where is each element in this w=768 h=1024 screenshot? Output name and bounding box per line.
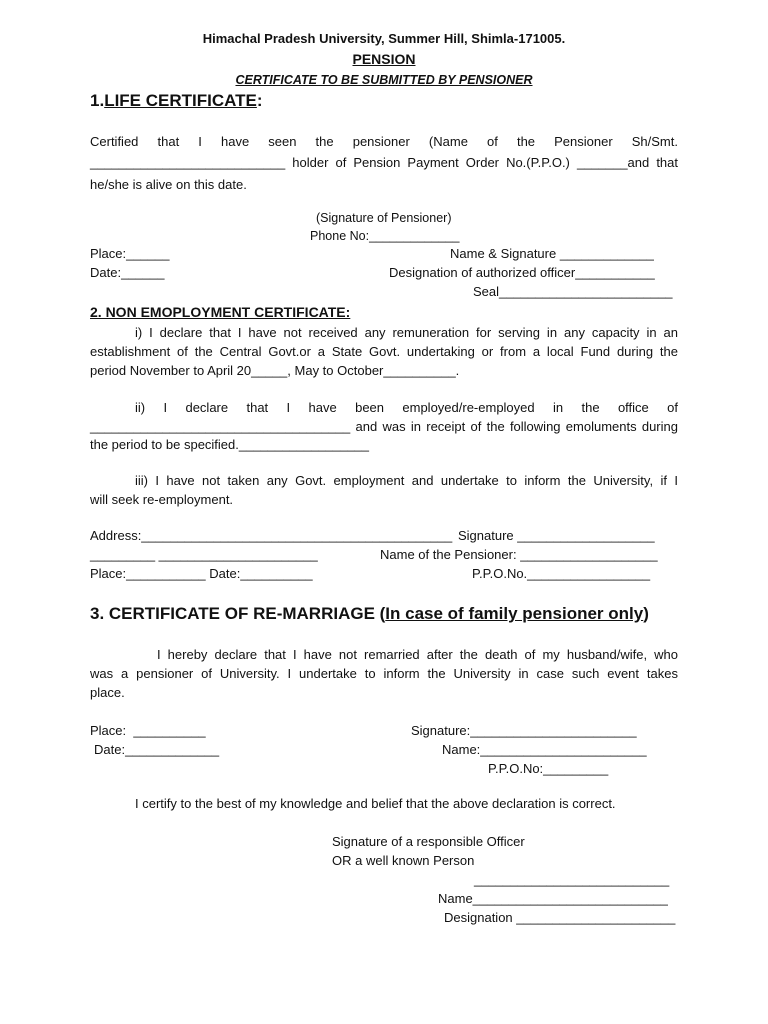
form-subtitle: CERTIFICATE TO BE SUBMITTED BY PENSIONER xyxy=(235,73,533,87)
non-employment-heading: 2. NON EMOPLOYMENT CERTIFICATE: xyxy=(90,304,351,320)
remarriage-heading-close: ) xyxy=(643,604,649,623)
officer-signature-blank: ___________________________ xyxy=(474,872,670,887)
life-date-field: Date:______ xyxy=(90,265,165,280)
decl-iii-line-1: iii) I have not taken any Govt. employment and undertake to inform the University, if I xyxy=(135,473,678,488)
name-signature-field: Name & Signature _____________ xyxy=(450,246,654,261)
remarriage-name-field: Name:_______________________ xyxy=(442,742,647,757)
officer-name-field: Name___________________________ xyxy=(438,891,668,906)
life-line-1: Certified that I have seen the pensioner (Name of the Pensioner Sh/Smt. xyxy=(90,134,678,149)
remarriage-heading-note: In case of family pensioner only xyxy=(385,604,644,623)
remarriage-ppo-field: P.P.O.No:_________ xyxy=(488,761,609,776)
decl-ii-line-3: the period to be specified.__________________ xyxy=(90,437,370,452)
decl-i-line-3: period November to April 20_____, May to October__________. xyxy=(90,363,460,378)
heading-colon: : xyxy=(256,91,263,110)
address-line-2: _________ ______________________ xyxy=(90,547,318,562)
phone-no-field: Phone No:_____________ xyxy=(310,229,460,243)
certify-statement: I certify to the best of my knowledge and belief that the above declaration is correct. xyxy=(135,796,616,811)
remarriage-line-2: was a pensioner of University. I undertake to inform the University in case such event takes xyxy=(90,666,678,681)
pension-title: PENSION xyxy=(352,51,416,67)
decl-ii-line-2: ____________________________________ and was in receipt of the following emoluments during xyxy=(90,419,678,434)
life-certificate-heading xyxy=(90,92,263,110)
remarriage-heading-text: 3. CERTIFICATE OF RE-MARRIAGE ( xyxy=(90,604,386,623)
name-of-pensioner-field: Name of the Pensioner: ___________________ xyxy=(380,547,658,562)
address-field: Address:___________________________________________ xyxy=(90,528,453,543)
life-place-field: Place:______ xyxy=(90,246,170,261)
decl-iii-line-2: will seek re-employment. xyxy=(90,492,234,507)
decl-i-line-2: establishment of the Central Govt.or a State Govt. undertaking or from a local Fund during the xyxy=(90,344,678,359)
decl-ii-line-1: ii) I declare that I have been employed/re-employed in the office of xyxy=(135,400,678,415)
remarriage-line-1: I hereby declare that I have not remarried after the death of my husband/wife, who xyxy=(157,647,678,662)
heading-number: 1. xyxy=(90,91,105,110)
decl-i-line-1: i) I declare that I have not received any remuneration for serving in any capacity in an xyxy=(135,325,678,340)
responsible-officer-line-1: Signature of a responsible Officer xyxy=(332,834,525,849)
remarriage-line-3: place. xyxy=(90,685,125,700)
designation-officer-field: Designation of authorized officer___________ xyxy=(389,265,655,280)
heading-text: LIFE CERTIFICATE xyxy=(104,91,257,110)
nonemp-ppo-field: P.P.O.No._________________ xyxy=(472,566,651,581)
officer-designation-field: Designation ______________________ xyxy=(444,910,676,925)
university-header: Himachal Pradesh University, Summer Hill, Shimla-171005. xyxy=(202,31,566,46)
signature-of-pensioner: (Signature of Pensioner) xyxy=(316,211,452,225)
life-line-3: he/she is alive on this date. xyxy=(90,177,247,192)
remarriage-date-field: Date:_____________ xyxy=(94,742,220,757)
nonemp-signature-field: Signature ___________________ xyxy=(458,528,655,543)
remarriage-signature-field: Signature:_______________________ xyxy=(411,723,637,738)
nonemp-place-date-field: Place:___________ Date:__________ xyxy=(90,566,313,581)
remarriage-place-field: Place: __________ xyxy=(90,723,206,738)
life-line-2: ___________________________ holder of Pension Payment Order No.(P.P.O.) _______and that xyxy=(90,155,678,170)
remarriage-heading xyxy=(90,605,649,623)
responsible-officer-line-2: OR a well known Person xyxy=(332,853,475,868)
seal-field: Seal________________________ xyxy=(473,284,673,299)
